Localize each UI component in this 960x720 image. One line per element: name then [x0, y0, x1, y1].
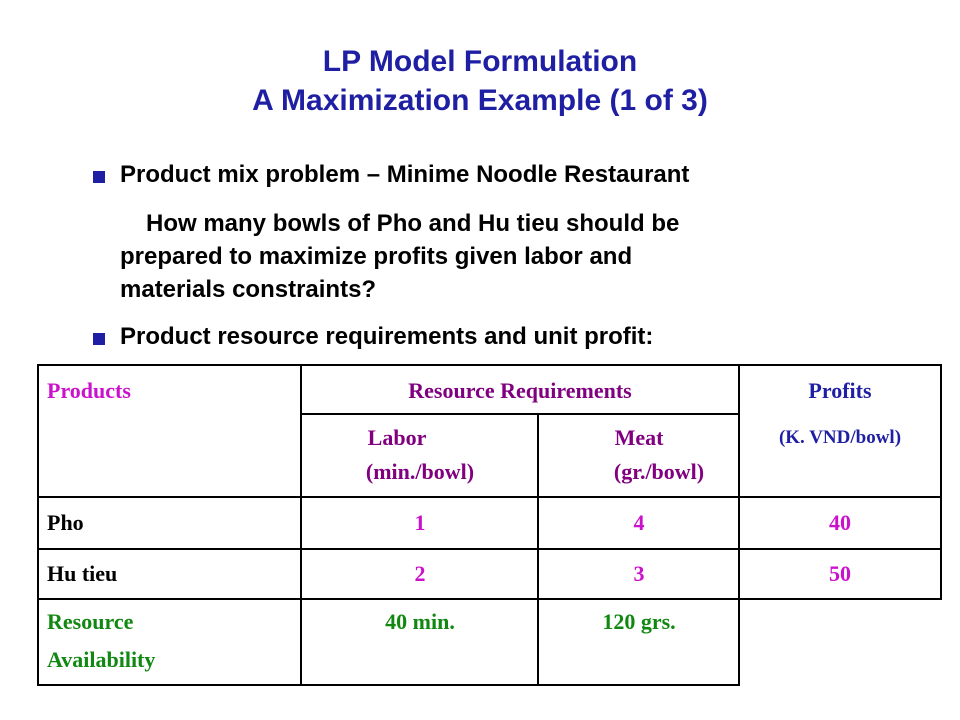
header-profits-unit: (K. VND/bowl)	[778, 427, 902, 448]
hu-tieu-labor-value: 2	[414, 561, 426, 586]
bullet-square-icon	[93, 171, 105, 183]
sub-paragraph-line-2: prepared to maximize profits given labor and	[120, 243, 633, 270]
title-line-1: LP Model Formulation	[322, 45, 638, 78]
resource-table	[37, 364, 942, 686]
availability-label-line-2: Availability	[47, 647, 156, 672]
table-border-top	[37, 364, 942, 366]
table-row-divider	[37, 548, 942, 550]
table-header-divider	[301, 413, 739, 415]
pho-profit-value: 40	[829, 510, 851, 535]
availability-meat-value: 120 grs.	[602, 609, 676, 634]
header-meat-unit: (gr./bowl)	[613, 459, 705, 484]
slide-title	[0, 42, 960, 120]
row-product-pho: Pho	[47, 510, 84, 535]
hu-tieu-profit-value: 50	[829, 561, 851, 586]
availability-label-line-1: Resource	[47, 609, 134, 634]
header-labor-unit: (min./bowl)	[365, 459, 475, 484]
table-border-left	[37, 364, 39, 686]
header-labor: Labor	[367, 425, 427, 450]
table-border-right	[940, 364, 942, 600]
title-line-2: A Maximization Example (1 of 3)	[252, 84, 708, 117]
pho-meat-value: 4	[633, 510, 645, 535]
sub-paragraph-line-1: How many bowls of Pho and Hu tieu should be	[146, 210, 680, 237]
header-meat: Meat	[614, 425, 664, 450]
sub-paragraph-line-3: materials constraints?	[120, 276, 377, 303]
table-row-divider	[37, 598, 942, 600]
bullet-resource-requirements: Product resource requirements and unit profit:	[120, 323, 654, 350]
row-product-hu-tieu: Hu tieu	[47, 561, 118, 586]
availability-labor-value: 40 min.	[385, 609, 455, 634]
pho-labor-value: 1	[414, 510, 426, 535]
table-border-bottom	[37, 684, 740, 686]
bullet-product-mix: Product mix problem – Minime Noodle Restaurant	[120, 161, 690, 188]
header-resource-requirements: Resource Requirements	[408, 378, 632, 403]
table-row-divider	[37, 496, 942, 498]
bullet-square-icon	[93, 333, 105, 345]
header-profits: Profits	[808, 378, 872, 403]
header-products: Products	[47, 378, 131, 403]
hu-tieu-meat-value: 3	[633, 561, 645, 586]
